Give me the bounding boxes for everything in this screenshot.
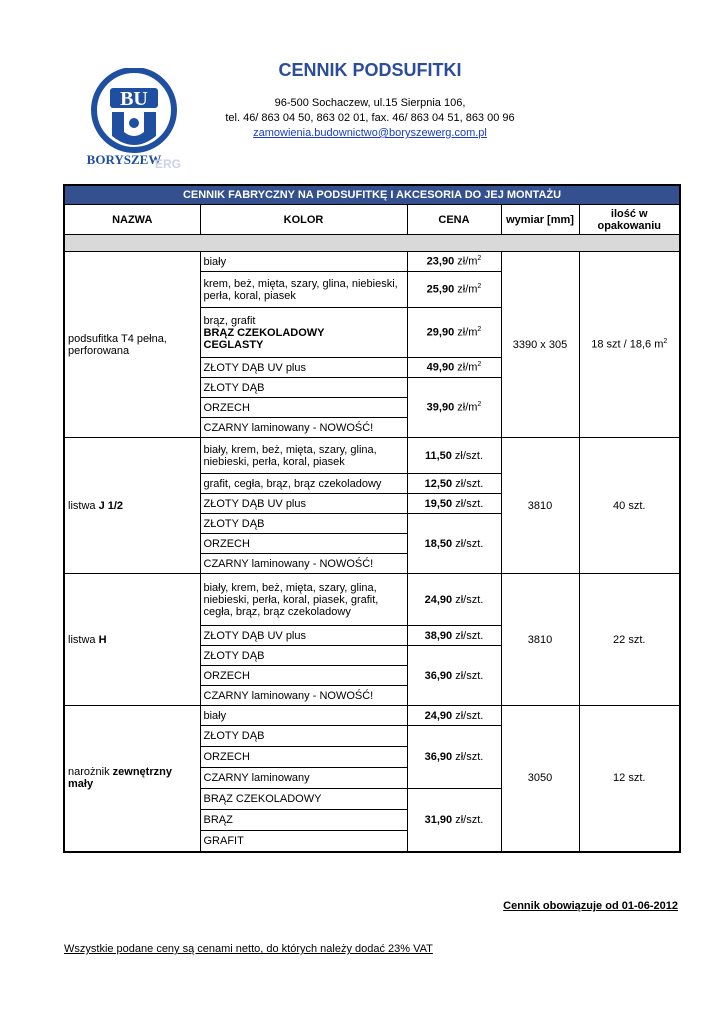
- table-row: [64, 706, 680, 726]
- logo-brand: BORYSZEW: [86, 152, 162, 167]
- price-cell: 24,90 zł/szt.: [407, 574, 501, 626]
- price-cell: 36,90 zł/szt.: [407, 726, 501, 789]
- price-cell: 38,90 zł/szt.: [407, 626, 501, 646]
- color-cell: CZARNY laminowany - NOWOŚĆ!: [200, 418, 407, 438]
- table-title: CENNIK FABRYCZNY NA PODSUFITKĘ I AKCESORIA DO JEJ MONTAŻU: [64, 185, 680, 205]
- color-cell: biały: [200, 706, 407, 726]
- price-cell: 19,50 zł/szt.: [407, 494, 501, 514]
- color-cell: ZŁOTY DĄB: [200, 378, 407, 398]
- price-cell: 23,90 $zł/m^2$: [407, 252, 501, 272]
- color-cell: ZŁOTY DĄB UV plus: [200, 626, 407, 646]
- color-cell: ZŁOTY DĄB UV plus: [200, 494, 407, 514]
- color-cell: ORZECH: [200, 747, 407, 768]
- pack-cell: 12 szt.: [579, 706, 680, 852]
- address: 96-500 Sochaczew, ul.15 Sierpnia 106,: [274, 97, 466, 109]
- color-cell: ZŁOTY DĄB UV plus: [200, 358, 407, 378]
- color-cell: CZARNY laminowany - NOWOŚĆ!: [200, 686, 407, 706]
- dimension-cell: 3050: [501, 706, 579, 852]
- email-link[interactable]: zamowienia.budownictwo@boryszewerg.com.pl: [253, 127, 487, 139]
- pack-cell: 40 szt.: [579, 438, 680, 574]
- table-row: [64, 574, 680, 626]
- color-cell: grafit, cegła, brąz, brąz czekoladowy: [200, 474, 407, 494]
- product-name: listwa H: [64, 574, 200, 706]
- phone-fax: tel. 46/ 863 04 50, 863 02 01, fax. 46/ 863 04 51, 863 00 96: [225, 112, 515, 124]
- color-cell: GRAFIT: [200, 831, 407, 852]
- product-name: listwa J 1/2: [64, 438, 200, 574]
- dimension-cell: 3810: [501, 574, 579, 706]
- color-cell: brąz, grafit BRĄZ CZEKOLADOWY CEGLASTY: [200, 308, 407, 358]
- price-cell: 18,50 zł/szt.: [407, 514, 501, 574]
- color-cell: ORZECH: [200, 398, 407, 418]
- color-cell: BRĄZ: [200, 810, 407, 831]
- col-name-header: NAZWA: [64, 205, 200, 235]
- price-cell: 12,50 zł/szt.: [407, 474, 501, 494]
- color-cell: ORZECH: [200, 534, 407, 554]
- price-cell: 11,50 zł/szt.: [407, 438, 501, 474]
- price-cell: 36,90 zł/szt.: [407, 646, 501, 706]
- logo-letter-b: BU: [120, 88, 148, 110]
- price-table: [63, 184, 681, 853]
- price-cell: 24,90 zł/szt.: [407, 706, 501, 726]
- color-cell: ZŁOTY DĄB: [200, 514, 407, 534]
- separator-row: [64, 235, 680, 252]
- vat-note: Wszystkie podane ceny są cenami netto, do których należy dodać 23% VAT: [64, 943, 433, 955]
- price-cell: 49,90 $zł/m^2$: [407, 358, 501, 378]
- product-name: podsufitka T4 pełna, perforowana: [64, 252, 200, 438]
- table-row: [64, 252, 680, 272]
- color-cell: biały, krem, beż, mięta, szary, glina, niebieski, perła, koral, piasek: [200, 438, 407, 474]
- table-row: [64, 438, 680, 474]
- color-cell: ZŁOTY DĄB: [200, 726, 407, 747]
- col-color-header: KOLOR: [200, 205, 407, 235]
- price-cell: 25,90 $zł/m^2$: [407, 272, 501, 308]
- product-name: narożnik zewnętrzny mały: [64, 706, 200, 852]
- col-price-header: CENA: [407, 205, 501, 235]
- color-cell: ORZECH: [200, 666, 407, 686]
- pack-cell: 18 szt / 18,6 $m^2$: [579, 252, 680, 438]
- color-cell: CZARNY laminowany - NOWOŚĆ!: [200, 554, 407, 574]
- dimension-cell: 3810: [501, 438, 579, 574]
- color-cell: ZŁOTY DĄB: [200, 646, 407, 666]
- color-cell: CZARNY laminowany: [200, 768, 407, 789]
- price-cell: 31,90 zł/szt.: [407, 789, 501, 852]
- col-dim-header: wymiar [mm]: [501, 205, 579, 235]
- color-cell: BRĄZ CZEKOLADOWY: [200, 789, 407, 810]
- dimension-cell: 3390 x 305: [501, 252, 579, 438]
- color-cell: biały: [200, 252, 407, 272]
- price-cell: 39,90 $zł/m^2$: [407, 378, 501, 438]
- color-cell: biały, krem, beż, mięta, szary, glina, niebieski, perła, koral, piasek, grafit, cegła, brąz, brąz czekoladowy: [200, 574, 407, 626]
- page-title: CENNIK PODSUFITKI: [278, 60, 462, 80]
- color-cell: krem, beż, mięta, szary, glina, niebieski, perła, koral, piasek: [200, 272, 407, 308]
- price-cell: 29,90 $zł/m^2$: [407, 308, 501, 358]
- validity-note: Cennik obowiązuje od 01-06-2012: [503, 900, 678, 912]
- col-pack-header: ilość w opakowaniu: [579, 205, 680, 235]
- pack-cell: 22 szt.: [579, 574, 680, 706]
- logo-sub: ERG: [154, 157, 182, 171]
